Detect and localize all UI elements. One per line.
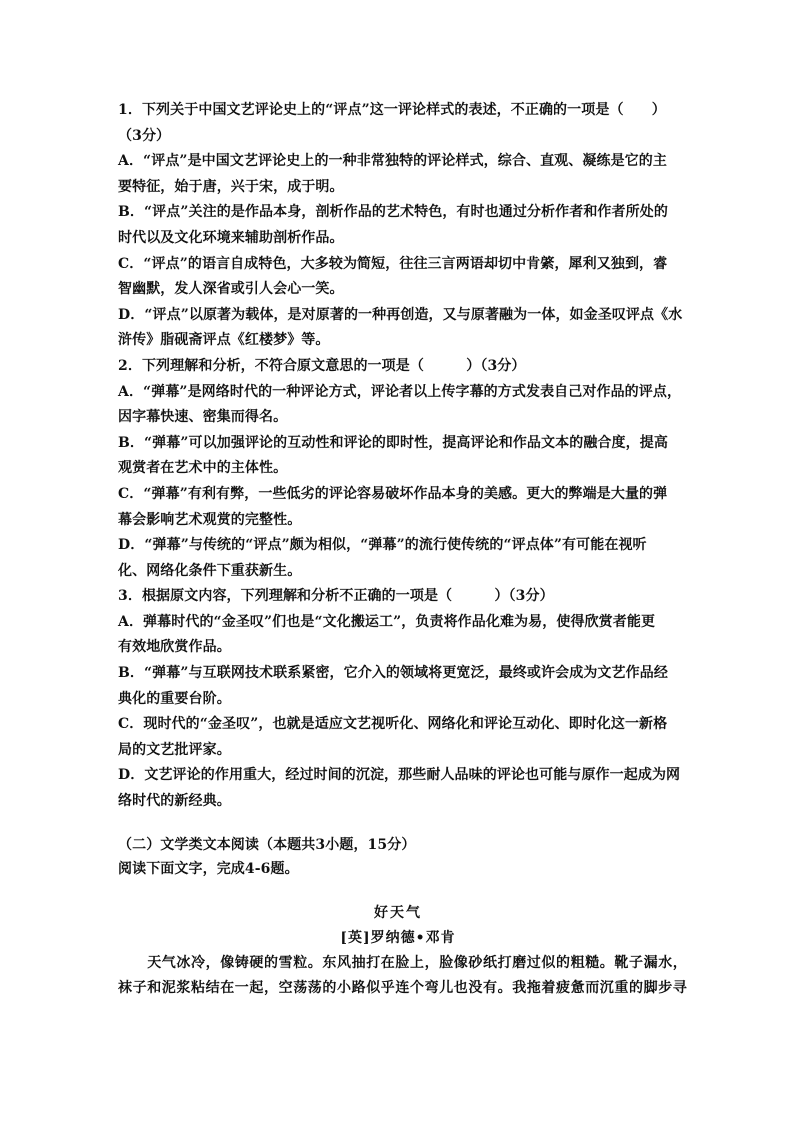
question-1-option-d-line-1: D．“评点”以原著为载体，是对原著的一种再创造，又与原著融为一体，如金圣叹评点《水: [118, 306, 683, 323]
document-page: [118, 98, 688, 1002]
question-3: [118, 584, 681, 814]
section-2-instruction: 阅读下面文字，完成4-6题。: [118, 860, 299, 877]
question-1-option-a-line-1: A．“评点”是中国文艺评论史上的一种非常独特的评论样式，综合、直观、凝练是它的主: [118, 153, 667, 170]
story-title: 好天气: [374, 904, 422, 921]
question-1-stem-line-2: （3分）: [118, 127, 171, 144]
question-1-stem-line-1: 1．下列关于中国文艺评论史上的“评点”这一评论样式的表述，不正确的一项是（ ）: [118, 102, 666, 118]
question-2-option-c-line-2: 幕会影响艺术观赏的完整性。: [118, 511, 302, 528]
question-2-option-b-line-2: 观赏者在艺术中的主体性。: [118, 460, 288, 477]
question-2-option-a-line-1: A．“弹幕”是网络时代的一种评论方式，评论者以上传字幕的方式发表自己对作品的评点，: [118, 383, 682, 400]
section-2-heading: （二）文学类文本阅读（本题共3小题，15分）: [118, 836, 416, 853]
question-3-option-b-line-1: B．“弹幕”与互联网技术联系紧密，它介入的领域将更宽泛，最终或许会成为文艺作品经: [118, 665, 668, 682]
question-2: [118, 354, 682, 584]
question-2-option-b-line-1: B．“弹幕”可以加强评论的互动性和评论的即时性，提高评论和作品文本的融合度，提高: [118, 434, 668, 451]
question-3-option-d-line-2: 络时代的新经典。: [118, 793, 231, 810]
question-3-option-d-line-1: D．文艺评论的作用重大，经过时间的沉淀，那些耐人品味的评论也可能与原作一起成为网: [118, 767, 681, 784]
story-paragraph-line-1: 天气冰冷，像铸硬的雪粒。东风抽打在脸上，脸像砂纸打磨过似的粗糙。靴子漏水，: [118, 954, 688, 971]
question-1: [118, 98, 683, 354]
question-3-stem: 3．根据原文内容，下列理解和分析不正确的一项是（ ）（3分）: [118, 588, 554, 605]
question-2-option-d-line-1: D．“弹幕”与传统的“评点”颇为相似，“弹幕”的流行使传统的“评点体”有可能在视听: [118, 537, 647, 554]
section-spacer: [118, 815, 678, 833]
question-3-option-a-line-1: A．弹幕时代的“金圣叹”们也是“文化搬运工”，负责将作品化难为易，使得欣赏者能更: [118, 613, 656, 630]
question-1-option-b-line-2: 时代以及文化环境来辅助剖析作品。: [118, 229, 344, 246]
question-3-option-b-line-2: 典化的重要台阶。: [118, 690, 231, 707]
question-3-option-a-line-2: 有效地欣赏作品。: [118, 639, 231, 656]
story-author: [英]罗纳德•邓肯: [340, 929, 456, 946]
question-3-option-c-line-2: 局的文艺批评家。: [118, 741, 231, 758]
question-2-stem: 2．下列理解和分析，不符合原文意思的一项是（ ）（3分）: [118, 357, 526, 374]
question-1-option-d-line-2: 浒传》脂砚斋评点《红楼梦》等。: [118, 332, 330, 349]
question-2-option-c-line-1: C．“弹幕”有利有弊，一些低劣的评论容易破坏作品本身的美感。更大的弊端是大量的弹: [118, 485, 668, 502]
story: [118, 901, 688, 1002]
question-2-option-a-line-2: 因字幕快速、密集而得名。: [118, 409, 288, 426]
question-1-option-b-line-1: B．“评点”关注的是作品本身，剖析作品的艺术特色，有时也通过分析作者和作者所处的: [118, 204, 668, 221]
question-1-option-c-line-2: 智幽默，发人深省或引人会心一笑。: [118, 281, 344, 298]
question-1-option-a-line-2: 要特征，始于唐，兴于宋，成于明。: [118, 178, 344, 195]
question-3-option-c-line-1: C．现时代的“金圣叹”，也就是适应文艺视听化、网络化和评论互动化、即时化这一新格: [118, 716, 668, 733]
section-2-header: [118, 833, 678, 881]
question-2-option-d-line-2: 化、网络化条件下重获新生。: [118, 562, 302, 579]
question-1-option-c-line-1: C．“评点”的语言自成特色，大多较为简短，往往三言两语却切中肯綮，犀利又独到，睿: [118, 255, 668, 272]
story-paragraph-line-2: 袜子和泥浆粘结在一起，空荡荡的小路似乎连个弯儿也没有。我拖着疲惫而沉重的脚步寻: [118, 980, 688, 997]
